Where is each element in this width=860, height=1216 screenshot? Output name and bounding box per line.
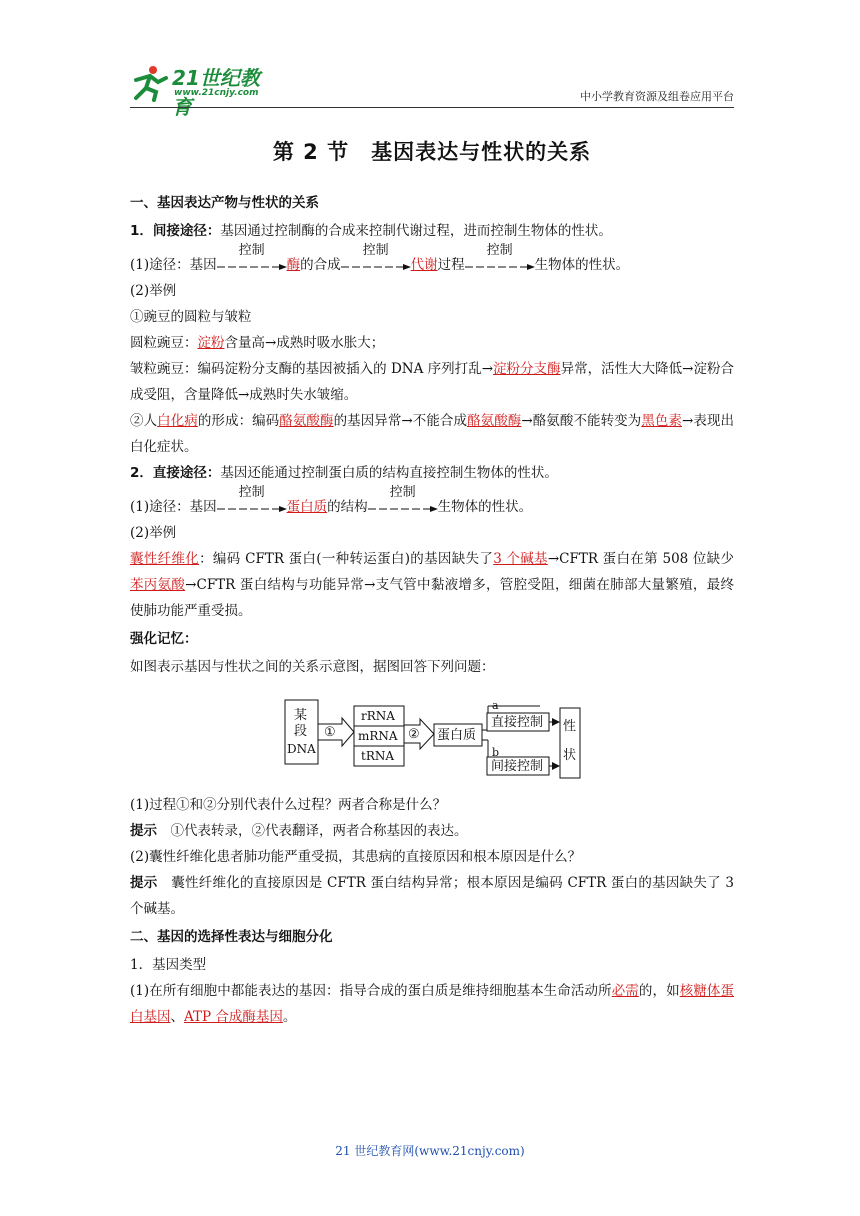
control-arrow: 控制	[217, 259, 287, 273]
memory-intro: 如图表示基因与性状之间的关系示意图，据图回答下列问题：	[130, 659, 495, 675]
document-body	[130, 130, 734, 1030]
logo	[130, 62, 270, 119]
question-1: (1)过程①和②分别代表什么过程？两者合称是什么？	[130, 797, 447, 813]
step2-label: ②	[408, 727, 420, 742]
dna-label-1: 某	[294, 708, 308, 723]
trait-label-1: 性	[563, 719, 577, 734]
section1-heading: 一、基因表达产物与性状的关系	[130, 195, 319, 211]
indirect-example-heading: (2)举例	[130, 283, 177, 299]
protein-label: 蛋白质	[437, 728, 477, 743]
rrna-label: rRNA	[361, 709, 395, 723]
round-pea: 圆粒豌豆：淀粉含量高→成熟时吸水胀大；	[130, 335, 385, 351]
step1-label: ①	[324, 725, 336, 740]
trait-label-2: 状	[563, 748, 577, 763]
housekeeping-genes: (1)在所有细胞中都能表达的基因：指导合成的蛋白质是维持细胞基本生命活动所必需的，如核糖体蛋白基因、ATP 合成酶基因。	[130, 983, 735, 1025]
gene-trait-diagram	[130, 686, 734, 792]
blank-enzyme: 酶	[286, 257, 301, 273]
branch-a-label: a	[492, 699, 499, 712]
section2-heading: 二、基因的选择性表达与细胞分化	[130, 929, 333, 945]
question-2: (2)囊性纤维化患者肺功能严重受损，其患病的直接原因和根本原因是什么？	[130, 849, 582, 865]
gene-types-heading: 1．基因类型	[130, 957, 207, 973]
answer-1: 提示 ①代表转录，②代表翻译，两者合称基因的表达。	[130, 823, 468, 839]
direct-pathway-intro: 2．直接途径：基因还能通过控制蛋白质的结构直接控制生物体的性状。	[130, 465, 558, 481]
control-arrow: 控制	[368, 501, 438, 515]
logo-url: www.21cnjy.com	[174, 88, 259, 98]
pea-example-title: ①豌豆的圆粒与皱粒	[130, 309, 252, 325]
dna-label-2: 段	[294, 724, 308, 739]
control-arrow: 控制	[217, 501, 287, 515]
answer-2: 提示 囊性纤维化的直接原因是 CFTR 蛋白结构异常；根本原因是编码 CFTR 蛋白的基因缺失了 3 个碱基。	[130, 875, 734, 917]
mrna-label: mRNA	[358, 729, 398, 743]
cystic-fibrosis-example: 囊性纤维化：编码 CFTR 蛋白(一种转运蛋白)的基因缺失了3 个碱基→CFTR 蛋白在第 508 位缺少苯丙氨酸→CFTR 蛋白结构与功能异常→支气管中黏液增多，管腔受阻，细菌在肺部大量繁殖，最终使肺功能严重受损。	[130, 551, 734, 619]
dna-label-3: DNA	[287, 742, 316, 756]
page-footer: 21 世纪教育网(www.21cnjy.com)	[335, 1144, 525, 1158]
platform-name: 中小学教育资源及组卷应用平台	[580, 90, 734, 103]
blank-metabolism: 代谢	[410, 257, 438, 273]
direct-example-heading: (2)举例	[130, 525, 177, 541]
direct-pathway-path: (1)途径：基因 控制 蛋白质的结构 控制 生物体的性状。	[130, 484, 533, 515]
albinism-example: ②人白化病的形成：编码酪氨酸酶的基因异常→不能合成酪氨酸酶→酪氨酸不能转变为黑色素→表现出白化症状。	[130, 413, 735, 455]
trna-label: tRNA	[361, 749, 395, 763]
memory-heading: 强化记忆：	[130, 631, 198, 647]
indirect-control-label: 间接控制	[491, 759, 544, 774]
branch-b-label: b	[492, 746, 500, 759]
diagram-lines	[130, 686, 734, 792]
direct-control-label: 直接控制	[491, 715, 544, 730]
header-divider	[130, 107, 734, 108]
page-title: 第 2 节 基因表达与性状的关系	[272, 140, 592, 164]
page-header	[130, 62, 734, 119]
indirect-pathway-path: (1)途径：基因 控制 酶的合成 控制 代谢过程 控制 生物体的性状。	[130, 242, 630, 273]
control-arrow: 控制	[465, 259, 535, 273]
runner-logo-icon	[130, 64, 170, 102]
logo-text: 21世纪教育	[172, 66, 260, 119]
indirect-pathway-intro: 1．间接途径：基因通过控制酶的合成来控制代谢过程，进而控制生物体的性状。	[130, 223, 612, 239]
control-arrow: 控制	[341, 259, 411, 273]
wrinkled-pea: 皱粒豌豆：编码淀粉分支酶的基因被插入的 DNA 序列打乱→淀粉分支酶异常，活性大大降低→淀粉合成受阻，含量降低→成熟时失水皱缩。	[130, 361, 735, 403]
